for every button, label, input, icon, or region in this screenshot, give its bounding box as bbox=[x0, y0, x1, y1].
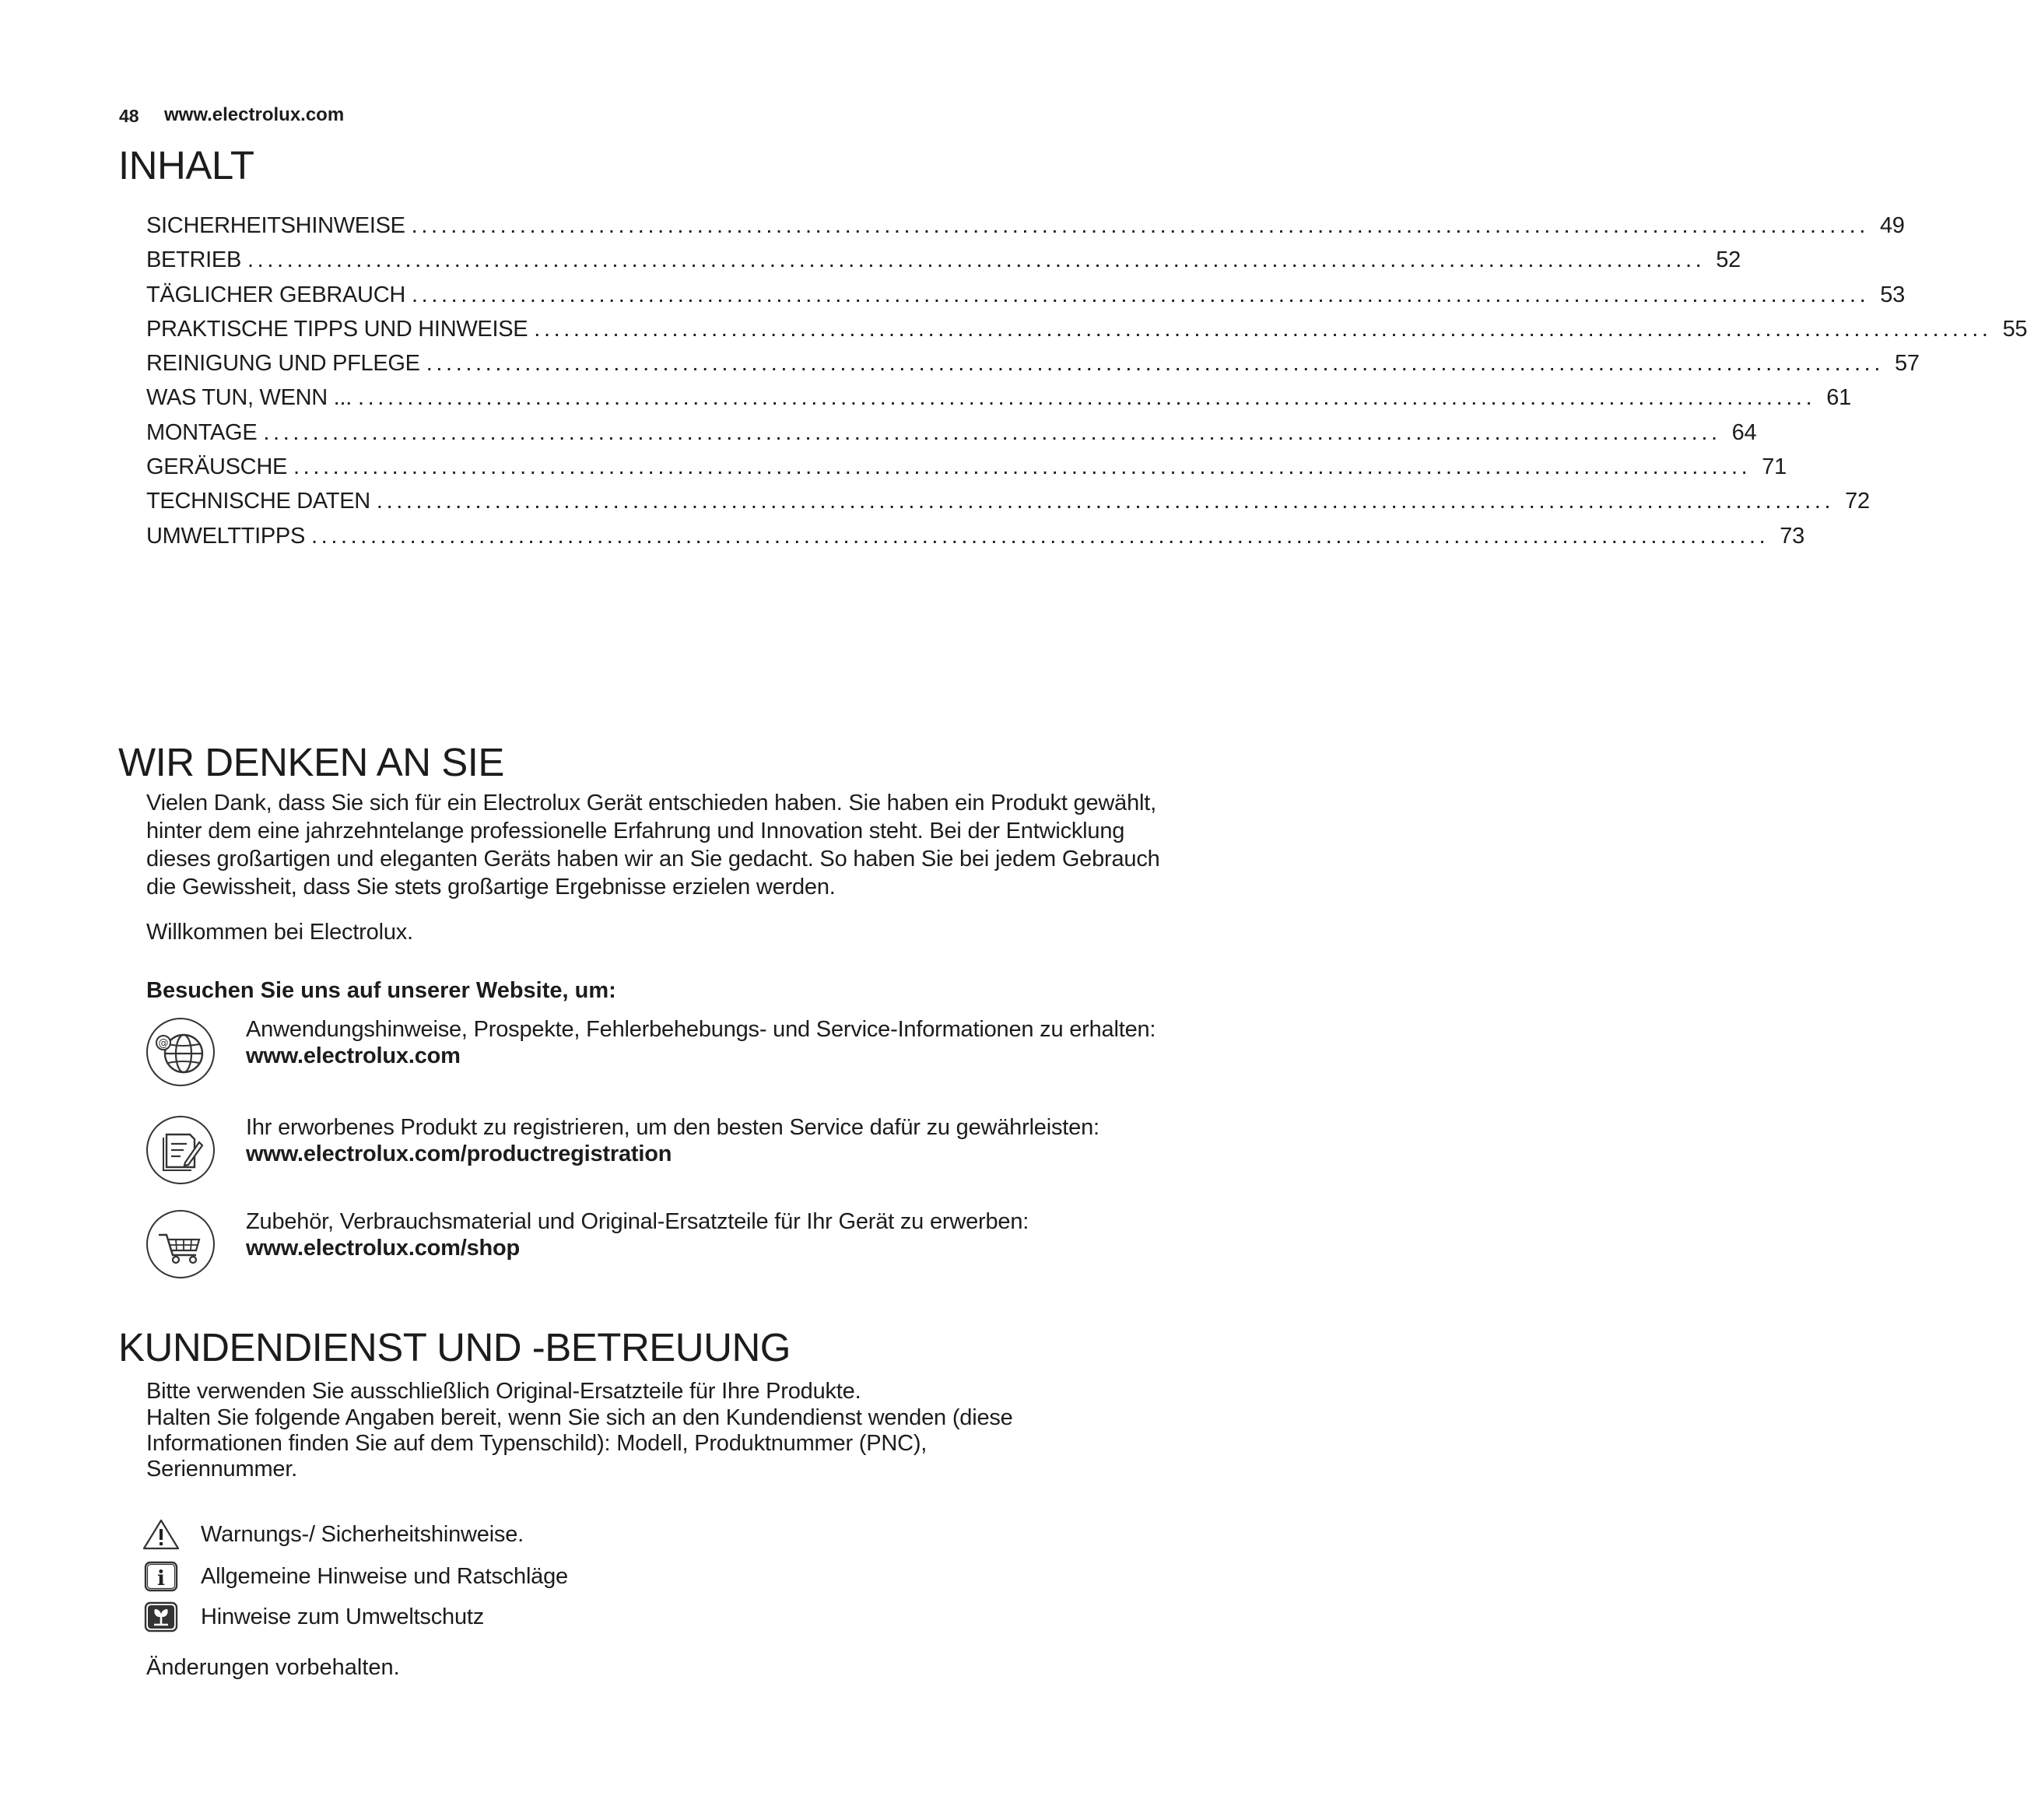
toc-entry-label: REINIGUNG UND PFLEGE bbox=[146, 351, 420, 377]
legend-text: Allgemeine Hinweise und Ratschläge bbox=[201, 1563, 568, 1589]
visit-item-text bbox=[246, 1016, 1199, 1069]
toc-entry-page: 49 bbox=[1879, 213, 1905, 238]
header-url: www.electrolux.com bbox=[164, 104, 345, 125]
toc-leader: .................................................................................................................................................... bbox=[357, 385, 1816, 411]
toc-entry-label: TÄGLICHER GEBRAUCH bbox=[146, 282, 405, 307]
toc-entry-label: TECHNISCHE DATEN bbox=[146, 489, 370, 514]
website-link[interactable]: www.electrolux.com bbox=[246, 1043, 461, 1068]
toc-entry[interactable] bbox=[146, 282, 1905, 317]
changes-reserved-text: Änderungen vorbehalten. bbox=[146, 1655, 400, 1680]
toc-leader: .................................................................................................................................................... bbox=[311, 523, 1769, 549]
toc-entry[interactable] bbox=[146, 419, 1757, 454]
care-body-text: Vielen Dank, dass Sie sich für ein Electrolux Gerät entschieden haben. Sie haben ein Produkt gewählt, hinter dem eine jahrzehntelange professionelle Erfahrung und Innovation steht. Bei der Entwicklung dieses großartigen und eleganten Geräts haben wir an Sie gedacht. So haben Sie bei jedem Gebrauch die Gewissheit, dass Sie stets großartige Ergebnisse erzielen werden. bbox=[146, 791, 1160, 899]
toc-entry[interactable] bbox=[146, 316, 2027, 351]
section-title-service: KUNDENDIENST UND -BETREUUNG bbox=[118, 1325, 791, 1369]
toc-leader: .................................................................................................................................................... bbox=[263, 419, 1721, 445]
toc-entry-page: 61 bbox=[1826, 385, 1851, 411]
toc-title: INHALT bbox=[118, 143, 254, 188]
svg-text:@: @ bbox=[158, 1037, 169, 1050]
visit-heading: Besuchen Sie uns auf unserer Website, um: bbox=[146, 978, 616, 1003]
toc-entry-page: 57 bbox=[1894, 351, 1920, 377]
toc-entry-label: MONTAGE bbox=[146, 419, 258, 445]
toc-entry-page: 64 bbox=[1731, 419, 1757, 445]
toc-leader: .................................................................................................................................................... bbox=[376, 489, 1835, 514]
warning-icon bbox=[142, 1518, 181, 1551]
legend-item-info bbox=[142, 1559, 568, 1594]
toc-entry-label: BETRIEB bbox=[146, 247, 241, 273]
visit-item-text bbox=[246, 1114, 1199, 1167]
toc-entry[interactable] bbox=[146, 523, 1804, 558]
toc-entry[interactable] bbox=[146, 454, 1787, 489]
visit-item-text bbox=[246, 1208, 1199, 1261]
visit-item-description: Ihr erworbenes Produkt zu registrieren, um den besten Service dafür zu gewährleisten: bbox=[246, 1115, 1099, 1140]
toc-entry-label: SICHERHEITSHINWEISE bbox=[146, 213, 405, 238]
toc-entry[interactable] bbox=[146, 247, 1741, 282]
globe-icon bbox=[145, 1016, 216, 1088]
visit-item-description: Zubehör, Verbrauchsmaterial und Original-Ersatzteile für Ihr Gerät zu erwerben: bbox=[246, 1209, 1029, 1234]
section-title-care: WIR DENKEN AN SIE bbox=[118, 740, 504, 784]
toc-leader: .................................................................................................................................................... bbox=[293, 454, 1752, 480]
legend-item-environment bbox=[142, 1600, 484, 1634]
shop-link[interactable]: www.electrolux.com/shop bbox=[246, 1236, 521, 1261]
product-registration-link[interactable]: www.electrolux.com/productregistration bbox=[246, 1141, 672, 1166]
registration-form-icon bbox=[145, 1114, 216, 1186]
toc-entry[interactable] bbox=[146, 489, 1870, 523]
toc-entry-page: 55 bbox=[2002, 316, 2027, 342]
toc-leader: .................................................................................................................................................... bbox=[411, 213, 1869, 238]
toc-entry-label: UMWELTTIPPS bbox=[146, 523, 306, 549]
toc-entry-page: 72 bbox=[1845, 489, 1870, 514]
service-body-text: Bitte verwenden Sie ausschließlich Original-Ersatzteile für Ihre Produkte. bbox=[146, 1379, 861, 1404]
toc-entry[interactable] bbox=[146, 351, 1920, 385]
shopping-cart-icon bbox=[145, 1208, 216, 1280]
visit-item-description: Anwendungshinweise, Prospekte, Fehlerbehebungs- und Service-Informationen zu erhalten: bbox=[246, 1017, 1156, 1042]
legend-item-warning bbox=[142, 1517, 524, 1552]
page-number: 48 bbox=[119, 106, 139, 126]
toc-entry-label: WAS TUN, WENN ... bbox=[146, 385, 352, 411]
legend-text: Warnungs-/ Sicherheitshinweise. bbox=[201, 1521, 524, 1547]
environment-icon bbox=[142, 1601, 181, 1633]
toc-entry-label: GERÄUSCHE bbox=[146, 454, 287, 480]
toc-entry-page: 53 bbox=[1880, 282, 1905, 307]
toc-entry-page: 52 bbox=[1716, 247, 1741, 273]
legend-text: Hinweise zum Umweltschutz bbox=[201, 1604, 485, 1629]
toc-entry[interactable] bbox=[146, 213, 1905, 247]
welcome-text: Willkommen bei Electrolux. bbox=[146, 920, 413, 945]
svg-text:i: i bbox=[157, 1567, 165, 1590]
toc-leader: .................................................................................................................................................... bbox=[412, 282, 1870, 307]
info-icon bbox=[142, 1560, 181, 1593]
toc-entry-label: PRAKTISCHE TIPPS UND HINWEISE bbox=[146, 316, 528, 342]
toc-leader: .................................................................................................................................................... bbox=[247, 247, 1706, 273]
table-of-contents bbox=[146, 213, 2027, 558]
service-info-text: Halten Sie folgende Angaben bereit, wenn Sie sich an den Kundendienst wenden (diese Informationen finden Sie auf dem Typenschild): Modell, Produktnummer (PNC), Seriennummer. bbox=[146, 1405, 1013, 1482]
toc-leader: .................................................................................................................................................... bbox=[534, 316, 1992, 342]
toc-entry[interactable] bbox=[146, 385, 1851, 419]
toc-leader: .................................................................................................................................................... bbox=[426, 351, 1884, 377]
toc-entry-page: 73 bbox=[1780, 523, 1804, 549]
toc-entry-page: 71 bbox=[1762, 454, 1787, 480]
